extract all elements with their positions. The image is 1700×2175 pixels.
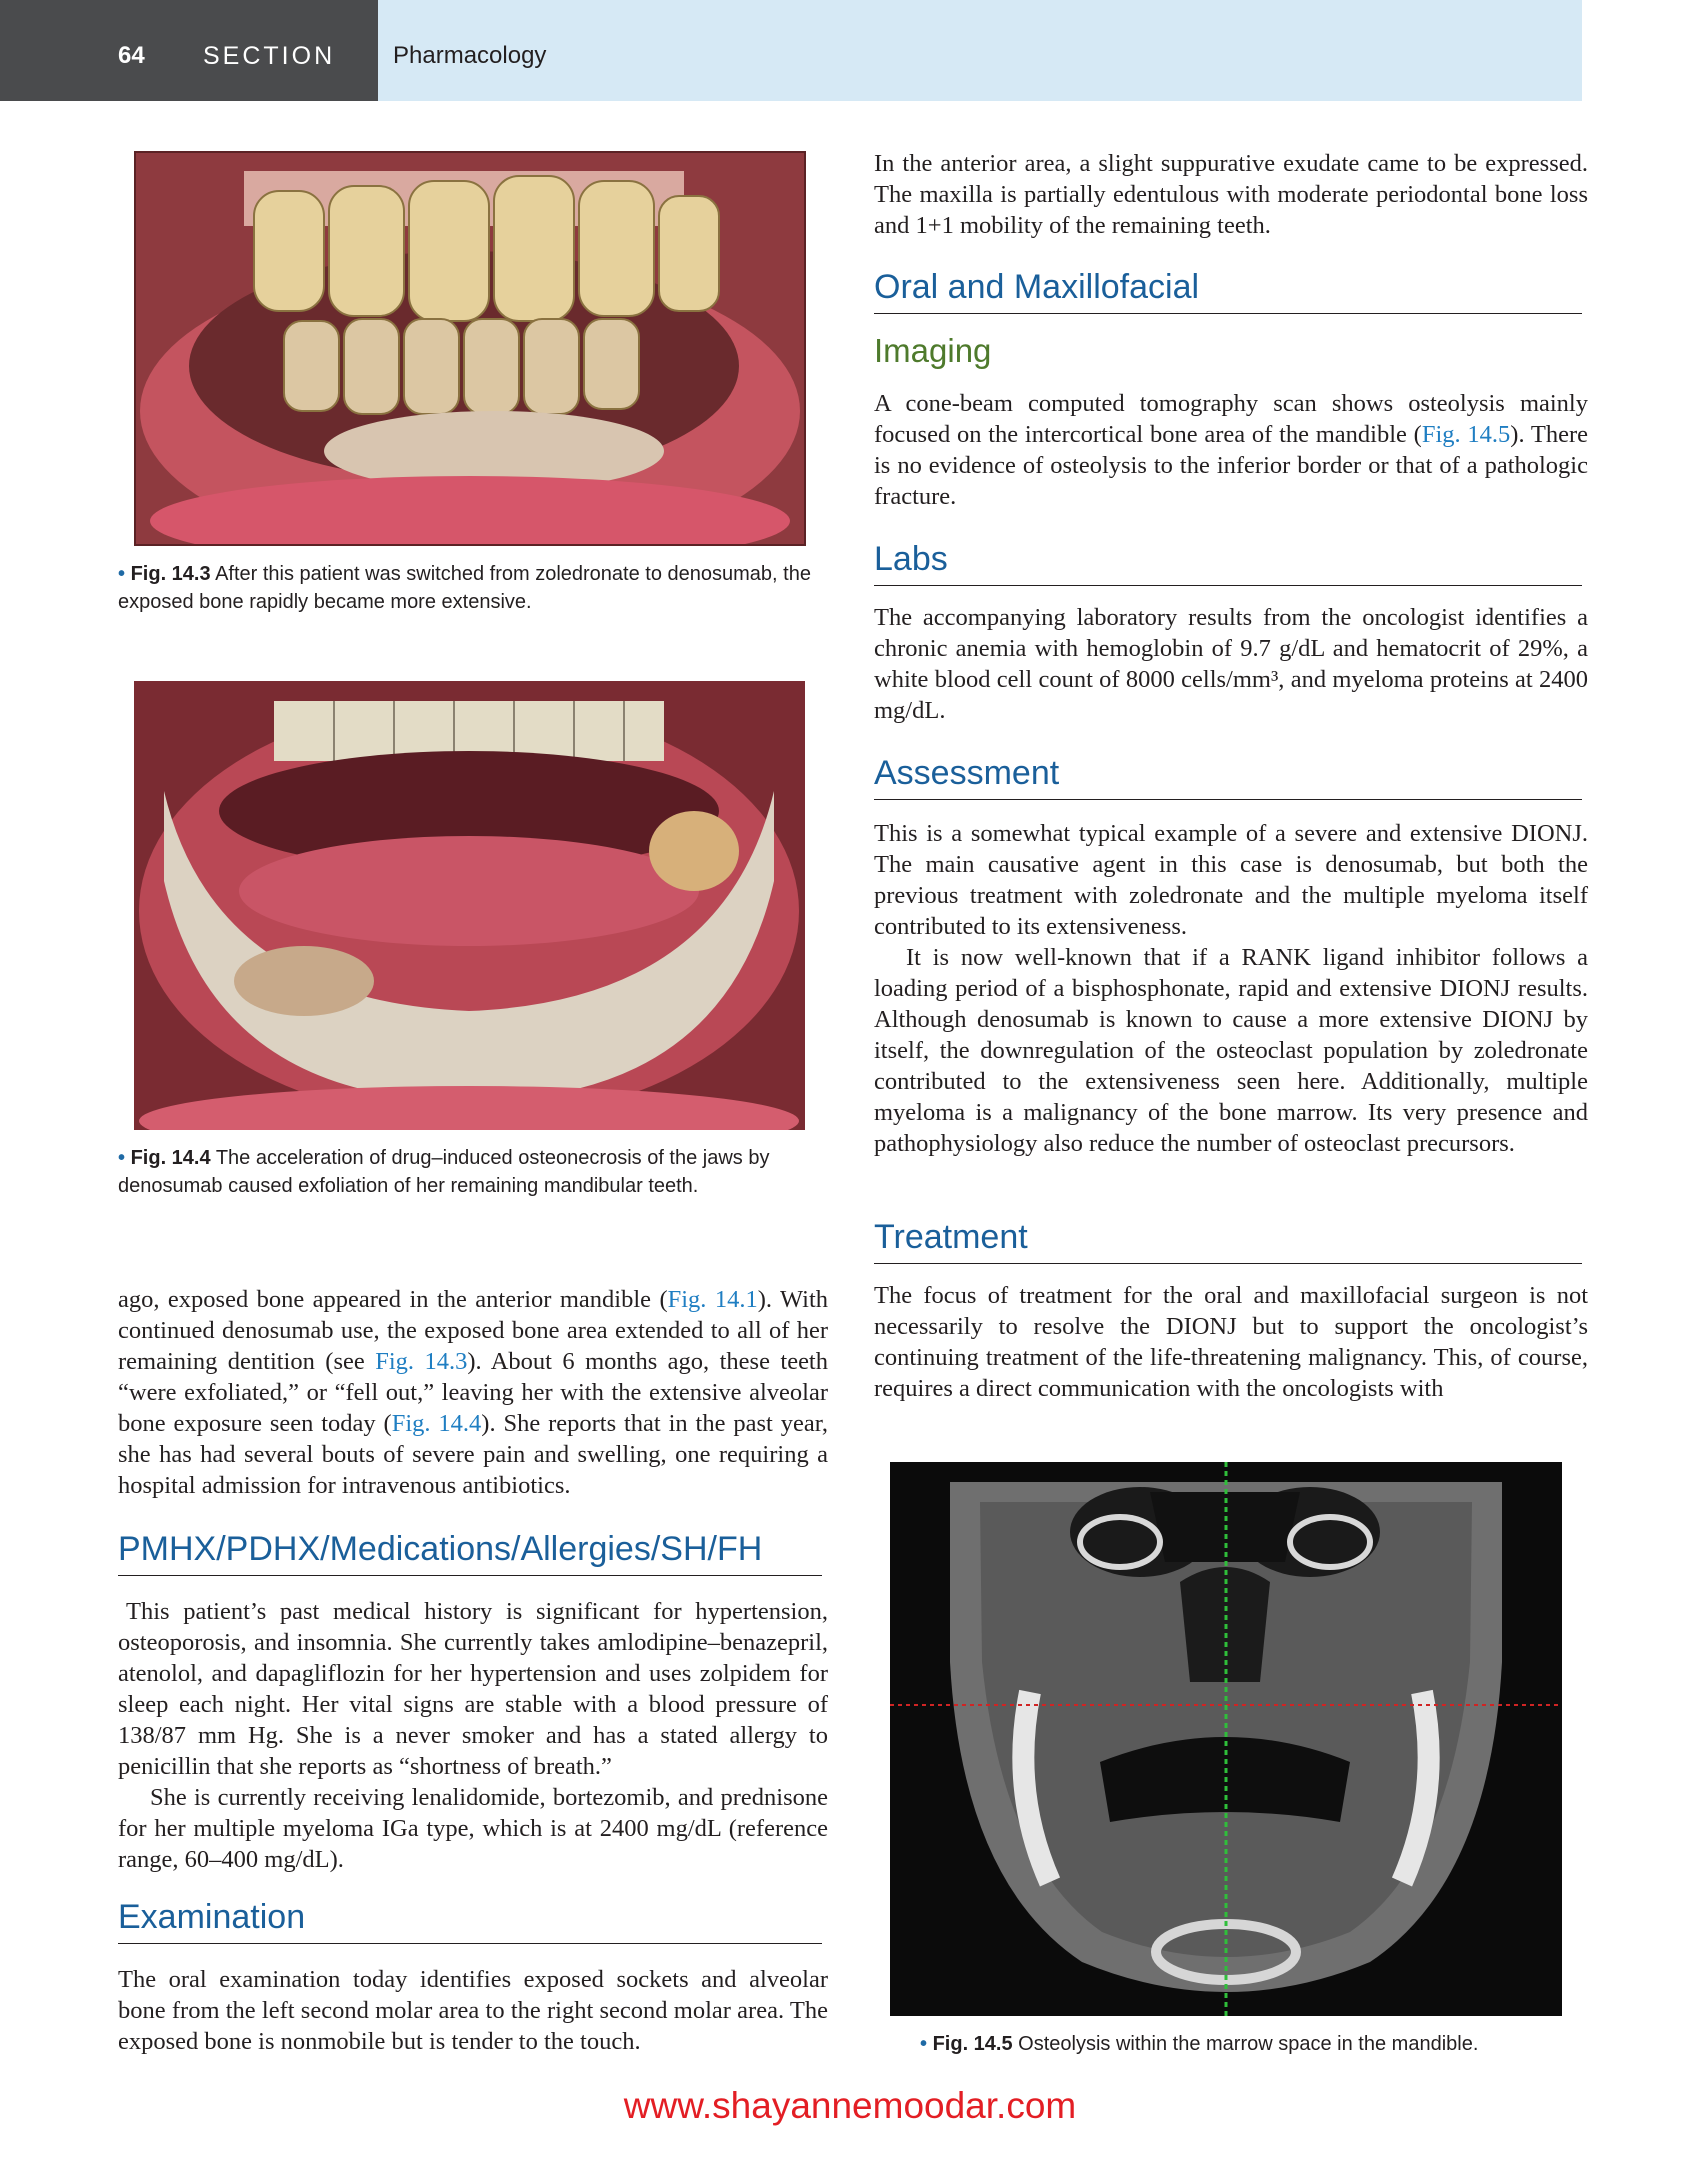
fig-14-4-photo <box>134 681 805 1130</box>
treatment-heading: Treatment <box>874 1218 1582 1264</box>
fig-14-5-link[interactable]: Fig. 14.5 <box>1421 421 1511 448</box>
treatment-body: The focus of treatment for the oral and maxillofacial surgeon is not necessarily to resolve the DIONJ but to support the oncologist’s continuing treatment of the life-threatening malignancy. This, of course, requires a direct communication with the oncologists with <box>874 1282 1588 1402</box>
imaging-body: A cone-beam computed tomography scan shows osteolysis mainly focused on the intercortical bone area of the mandible (Fig. 14.5). There is no evidence of osteolysis to the inferior border or that of a pathologic fracture. <box>874 390 1588 510</box>
fig-number: Fig. 14.5 <box>932 2033 1013 2055</box>
assessment-body <box>874 818 1588 1159</box>
caption-text: Osteolysis within the marrow space in the mandible. <box>1018 2033 1479 2055</box>
bullet-icon: • <box>118 1147 126 1169</box>
pmhx-paragraph-2: She is currently receiving lenalidomide, bortezomib, and prednisone for her multiple myeloma IGa type, which is at 2400 mg/dL (reference range, 60–400 mg/dL). <box>118 1784 828 1873</box>
fig-14-5-caption <box>920 2030 1580 2058</box>
section-label: SECTION <box>203 42 336 70</box>
fig-14-3-caption <box>118 560 828 616</box>
right-intro-paragraph: In the anterior area, a slight suppurative exudate came to be expressed. The maxilla is partially edentulous with moderate periodontal bone loss and 1+1 mobility of the remaining teeth. <box>874 150 1588 239</box>
left-paragraph-1: ago, exposed bone appeared in the anterior mandible (Fig. 14.1). With continued denosumab use, the exposed bone area extended to all of her remaining dentition (see Fig. 14.3). About 6 months ago, these teeth “were exfoliated,” or “fell out,” leaving her with the extensive alveolar bone exposure seen today (Fig. 14.4). She reports that in the past year, she has had several bouts of severe pain and swelling, one requiring a hospital admission for intravenous antibiotics. <box>118 1286 828 1499</box>
pmhx-body <box>118 1596 828 1875</box>
examination-paragraph: The oral examination today identifies exposed sockets and alveolar bone from the left second molar area to the right second molar area. The exposed bone is nonmobile but is tender to the touch. <box>118 1966 828 2055</box>
chapter-title: Pharmacology <box>393 42 547 69</box>
caption-text: The acceleration of drug–induced osteonecrosis of the jaws by denosumab caused exfoliation of her remaining mandibular teeth. <box>118 1147 770 1197</box>
fig-14-1-link[interactable]: Fig. 14.1 <box>667 1286 758 1313</box>
imaging-heading: Imaging <box>874 332 992 369</box>
fig-14-5-ct-scan <box>890 1462 1562 2016</box>
examination-body <box>118 1964 828 2057</box>
labs-heading: Labs <box>874 540 1582 586</box>
examination-heading: Examination <box>118 1898 822 1944</box>
fig-number: Fig. 14.4 <box>130 1147 211 1169</box>
fig-14-3-link[interactable]: Fig. 14.3 <box>375 1348 468 1375</box>
labs-body: The accompanying laboratory results from the oncologist identifies a chronic anemia with hemoglobin of 9.7 g/dL and hematocrit of 29%, a white blood cell count of 8000 cells/mm³, and myeloma proteins at 2400 mg/dL. <box>874 604 1588 724</box>
assessment-heading: Assessment <box>874 754 1582 800</box>
running-header <box>0 0 1582 101</box>
watermark-url[interactable]: www.shayannemoodar.com <box>623 2085 1077 2126</box>
bullet-icon: • <box>920 2033 928 2055</box>
fig-14-3-photo <box>134 151 806 546</box>
caption-text: After this patient was switched from zoledronate to denosumab, the exposed bone rapidly became more extensive. <box>118 563 811 613</box>
pmhx-heading: PMHX/PDHX/Medications/Allergies/SH/FH <box>118 1530 822 1576</box>
assessment-paragraph-2: It is now well-known that if a RANK ligand inhibitor follows a loading period of a bisphosphonate, rapid and extensive DIONJ results. Although denosumab is known to cause a more extensive DIONJ by itself, the downregulation of the osteoclast population by zoledronate contributed to the extensiveness seen here. Additionally, multiple myeloma is a malignancy of the bone marrow. Its very presence and pathophysiology also reduce the number of osteoclast precursors. <box>874 944 1588 1157</box>
assessment-paragraph-1: This is a somewhat typical example of a severe and extensive DIONJ. The main causative agent in this case is denosumab, but both the previous treatment with zoledronate and the multiple myeloma itself contributed to its extensiveness. <box>874 820 1588 940</box>
fig-14-4-link[interactable]: Fig. 14.4 <box>391 1410 482 1437</box>
bullet-icon: • <box>118 563 126 585</box>
fig-number: Fig. 14.3 <box>130 563 211 585</box>
oral-maxillofacial-heading: Oral and Maxillofacial <box>874 268 1582 314</box>
fig-14-4-caption <box>118 1144 828 1200</box>
page-number: 64 <box>118 42 145 69</box>
pmhx-paragraph-1: This patient’s past medical history is significant for hypertension, osteoporosis, and insomnia. She currently takes amlodipine–benazepril, atenolol, and dapagliflozin for her hypertension and uses zolpidem for sleep each night. Her vital signs are stable with a blood pressure of 138/87 mm Hg. She is a never smoker and has a stated allergy to penicillin that she reports as “shortness of breath.” <box>118 1598 828 1780</box>
